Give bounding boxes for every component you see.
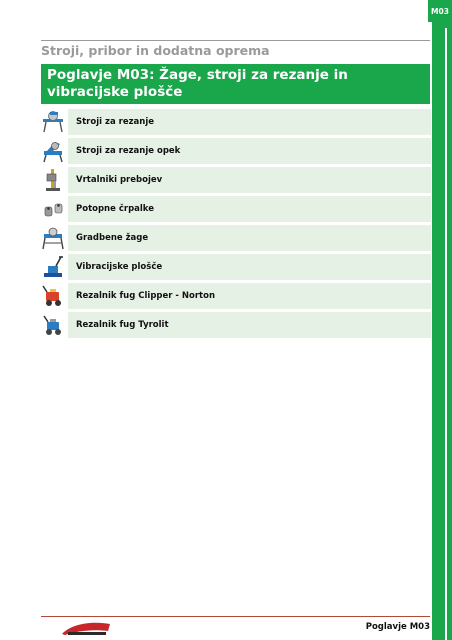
list-item-label: Gradbene žage [68,225,431,251]
submersible-pump-icon [40,196,66,222]
side-bar-divider [445,28,447,640]
brick-cutter-icon [40,138,66,164]
list-item-label: Vibracijske plošče [68,254,431,280]
chapter-title: Poglavje M03: Žage, stroji za rezanje in vibracijske plošče [41,64,430,104]
joint-cutter-icon [40,283,66,309]
page-subtitle: Stroji, pribor in dodatna oprema [41,43,270,58]
core-drill-icon [40,167,66,193]
construction-saw-icon [40,225,66,251]
list-item-vibracijske-plosce[interactable] [40,254,431,280]
list-item-rezalnik-fug-tyrolit[interactable] [40,312,431,338]
cutting-machine-icon [40,109,66,135]
joint-cutter-tyrolit-icon [40,312,66,338]
list-item-stroji-za-rezanje[interactable] [40,109,431,135]
chapter-tab[interactable]: M03 [428,0,452,22]
footer-chapter-label: Poglavje M03 [365,622,430,632]
lorencic-logo [60,620,112,636]
list-item-label: Potopne črpalke [68,196,431,222]
header-divider [41,40,430,41]
list-item-stroji-za-rezanje-opek[interactable] [40,138,431,164]
list-item-label: Stroji za rezanje opek [68,138,431,164]
list-item-label: Vrtalniki prebojev [68,167,431,193]
vibration-plate-icon [40,254,66,280]
footer-divider [41,616,430,617]
list-item-potopne-crpalke[interactable] [40,196,431,222]
list-item-rezalnik-fug-clipper-norton[interactable] [40,283,431,309]
chapter-item-list [40,109,431,341]
list-item-label: Stroji za rezanje [68,109,431,135]
side-accent-bar [432,0,452,640]
list-item-label: Rezalnik fug Tyrolit [68,312,431,338]
list-item-label: Rezalnik fug Clipper - Norton [68,283,431,309]
list-item-vrtalniki-prebojev[interactable] [40,167,431,193]
list-item-gradbene-zage[interactable] [40,225,431,251]
